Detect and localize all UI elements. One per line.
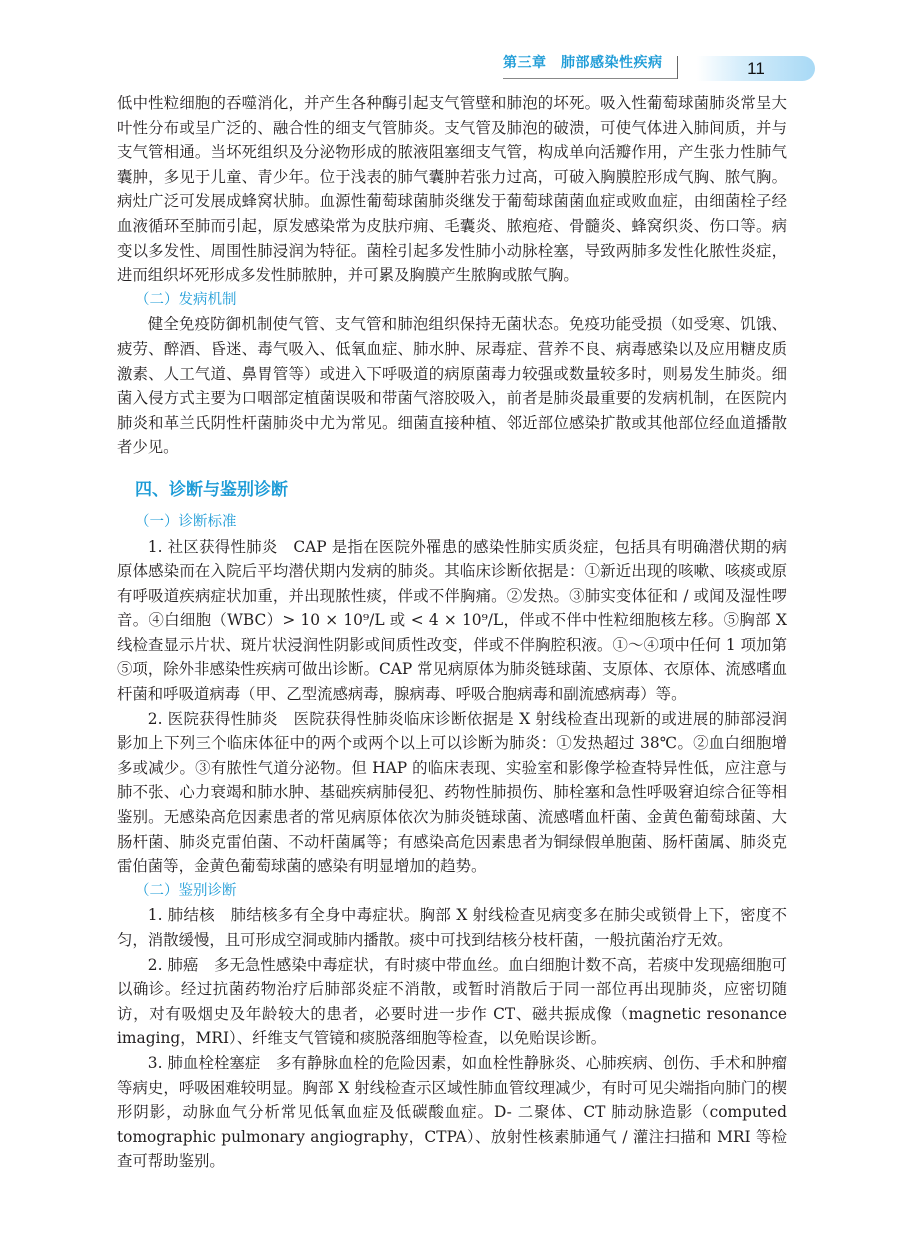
paragraph-pathology-continued: 低中性粒细胞的吞噬消化，并产生各种酶引起支气管壁和肺泡的坏死。吸入性葡萄球菌肺炎常呈大叶性分布或呈广泛的、融合性的细支气管肺炎。支气管及肺泡的破溃，可使气体进入肺间质，并与支气管相通。当坏死组织及分泌物形成的脓液阻塞细支气管，构成单向活瓣作用，产生张力性肺气囊肿，多见于儿童、青少年。位于浅表的肺气囊肿若张力过高，可破入胸膜腔形成气胸、脓气胸。病灶广泛可发展成蜂窝状肺。血源性葡萄球菌肺炎继发于葡萄球菌菌血症或败血症，由细菌栓子经血液循环至肺而引起，原发感染常为皮肤疖痈、毛囊炎、脓疱疮、骨髓炎、蜂窝织炎、伤口等。病变以多发性、周围性肺浸润为特征。菌栓引起多发性肺小动脉栓塞，导致两肺多发性化脓性炎症，进而组织坏死形成多发性肺脓肿，并可累及胸膜产生脓胸或脓气胸。 bbox=[117, 94, 787, 285]
heading-diagnosis: 四、诊断与鉴别诊断 bbox=[135, 479, 288, 500]
heading-differential-diagnosis: （二）鉴别诊断 bbox=[135, 882, 237, 899]
chapter-title: 第三章 肺部感染性疾病 bbox=[503, 55, 663, 71]
heading-pathogenesis: （二）发病机制 bbox=[135, 291, 237, 308]
header-vertical-divider bbox=[677, 56, 678, 79]
paragraph-tuberculosis: 1. 肺结核 肺结核多有全身中毒症状。胸部 X 射线检查见病变多在肺尖或锁骨上下，密度不匀，消散缓慢，且可形成空洞或肺内播散。痰中可找到结核分枝杆菌，一般抗菌治疗无效。 bbox=[117, 906, 787, 949]
paragraph-pulmonary-embolism: 3. 肺血栓栓塞症 多有静脉血栓的危险因素，如血栓性静脉炎、心肺疾病、创伤、手术和肿瘤等病史，呼吸困难较明显。胸部 X 射线检查示区域性肺血管纹理减少，有时可见尖端指向肺门的楔形阴影，动脉血气分析常见低氧血症及低碳酸血症。D- 二聚体、CT 肺动脉造影（computed tomographic pulmonary angiography，CTPA）、放射性核素肺通气 / 灌注扫描和 MRI 等检查可帮助鉴别。 bbox=[117, 1053, 787, 1171]
page-header bbox=[0, 46, 900, 86]
paragraph-hap: 2. 医院获得性肺炎 医院获得性肺炎临床诊断依据是 X 射线检查出现新的或进展的肺部浸润影加上下列三个临床体征中的两个或两个以上可以诊断为肺炎：①发热超过 38℃。②血白细胞增多或减少。③有脓性气道分泌物。但 HAP 的临床表现、实验室和影像学检查特异性低，应注意与肺不张、心力衰竭和肺水肿、基础疾病肺侵犯、药物性肺损伤、肺栓塞和急性呼吸窘迫综合征等相鉴别。无感染高危因素患者的常见病原体依次为肺炎链球菌、流感嗜血杆菌、金黄色葡萄球菌、大肠杆菌、肺炎克雷伯菌、不动杆菌属等；有感染高危因素患者为铜绿假单胞菌、肠杆菌属、肺炎克雷伯菌等，金黄色葡萄球菌的感染有明显增加的趋势。 bbox=[117, 709, 787, 876]
paragraph-cap: 1. 社区获得性肺炎 CAP 是指在医院外罹患的感染性肺实质炎症，包括具有明确潜伏期的病原体感染而在入院后平均潜伏期内发病的肺炎。其临床诊断依据是：①新近出现的咳嗽、咳痰或原有呼吸道疾病症状加重，并出现脓性痰，伴或不伴胸痛。②发热。③肺实变体征和 / 或闻及湿性啰音。④白细胞（WBC）> 10 × 10⁹/L 或 < 4 × 10⁹/L，伴或不伴中性粒细胞核左移。⑤胸部 X 线检查显示片状、斑片状浸润性阴影或间质性改变，伴或不伴胸腔积液。①～④项中任何 1 项加第⑤项，除外非感染性疾病可做出诊断。CAP 常见病原体为肺炎链球菌、支原体、衣原体、流感嗜血杆菌和呼吸道病毒（甲、乙型流感病毒，腺病毒、呼吸合胞病毒和副流感病毒）等。 bbox=[117, 537, 787, 704]
page-body bbox=[117, 91, 787, 1174]
page-number: 11 bbox=[697, 56, 815, 81]
paragraph-lung-cancer: 2. 肺癌 多无急性感染中毒症状，有时痰中带血丝。血白细胞计数不高，若痰中发现癌细胞可以确诊。经过抗菌药物治疗后肺部炎症不消散，或暂时消散后于同一部位再出现肺炎，应密切随访，对有吸烟史及年龄较大的患者，必要时进一步作 CT、磁共振成像（magnetic resonance imaging，MRI）、纤维支气管镜和痰脱落细胞等检查，以免贻误诊断。 bbox=[117, 955, 787, 1048]
heading-diagnostic-criteria: （一）诊断标准 bbox=[135, 513, 237, 530]
header-divider bbox=[503, 78, 677, 79]
paragraph-pathogenesis: 健全免疫防御机制使气管、支气管和肺泡组织保持无菌状态。免疫功能受损（如受寒、饥饿、疲劳、醉酒、昏迷、毒气吸入、低氧血症、肺水肿、尿毒症、营养不良、病毒感染以及应用糖皮质激素、人工气道、鼻胃管等）或进入下呼吸道的病原菌毒力较强或数量较多时，则易发生肺炎。细菌入侵方式主要为口咽部定植菌误吸和带菌气溶胶吸入，前者是肺炎最重要的发病机制，在医院内肺炎和革兰氏阴性杆菌肺炎中尤为常见。细菌直接种植、邻近部位感染扩散或其他部位经血道播散者少见。 bbox=[117, 315, 787, 457]
